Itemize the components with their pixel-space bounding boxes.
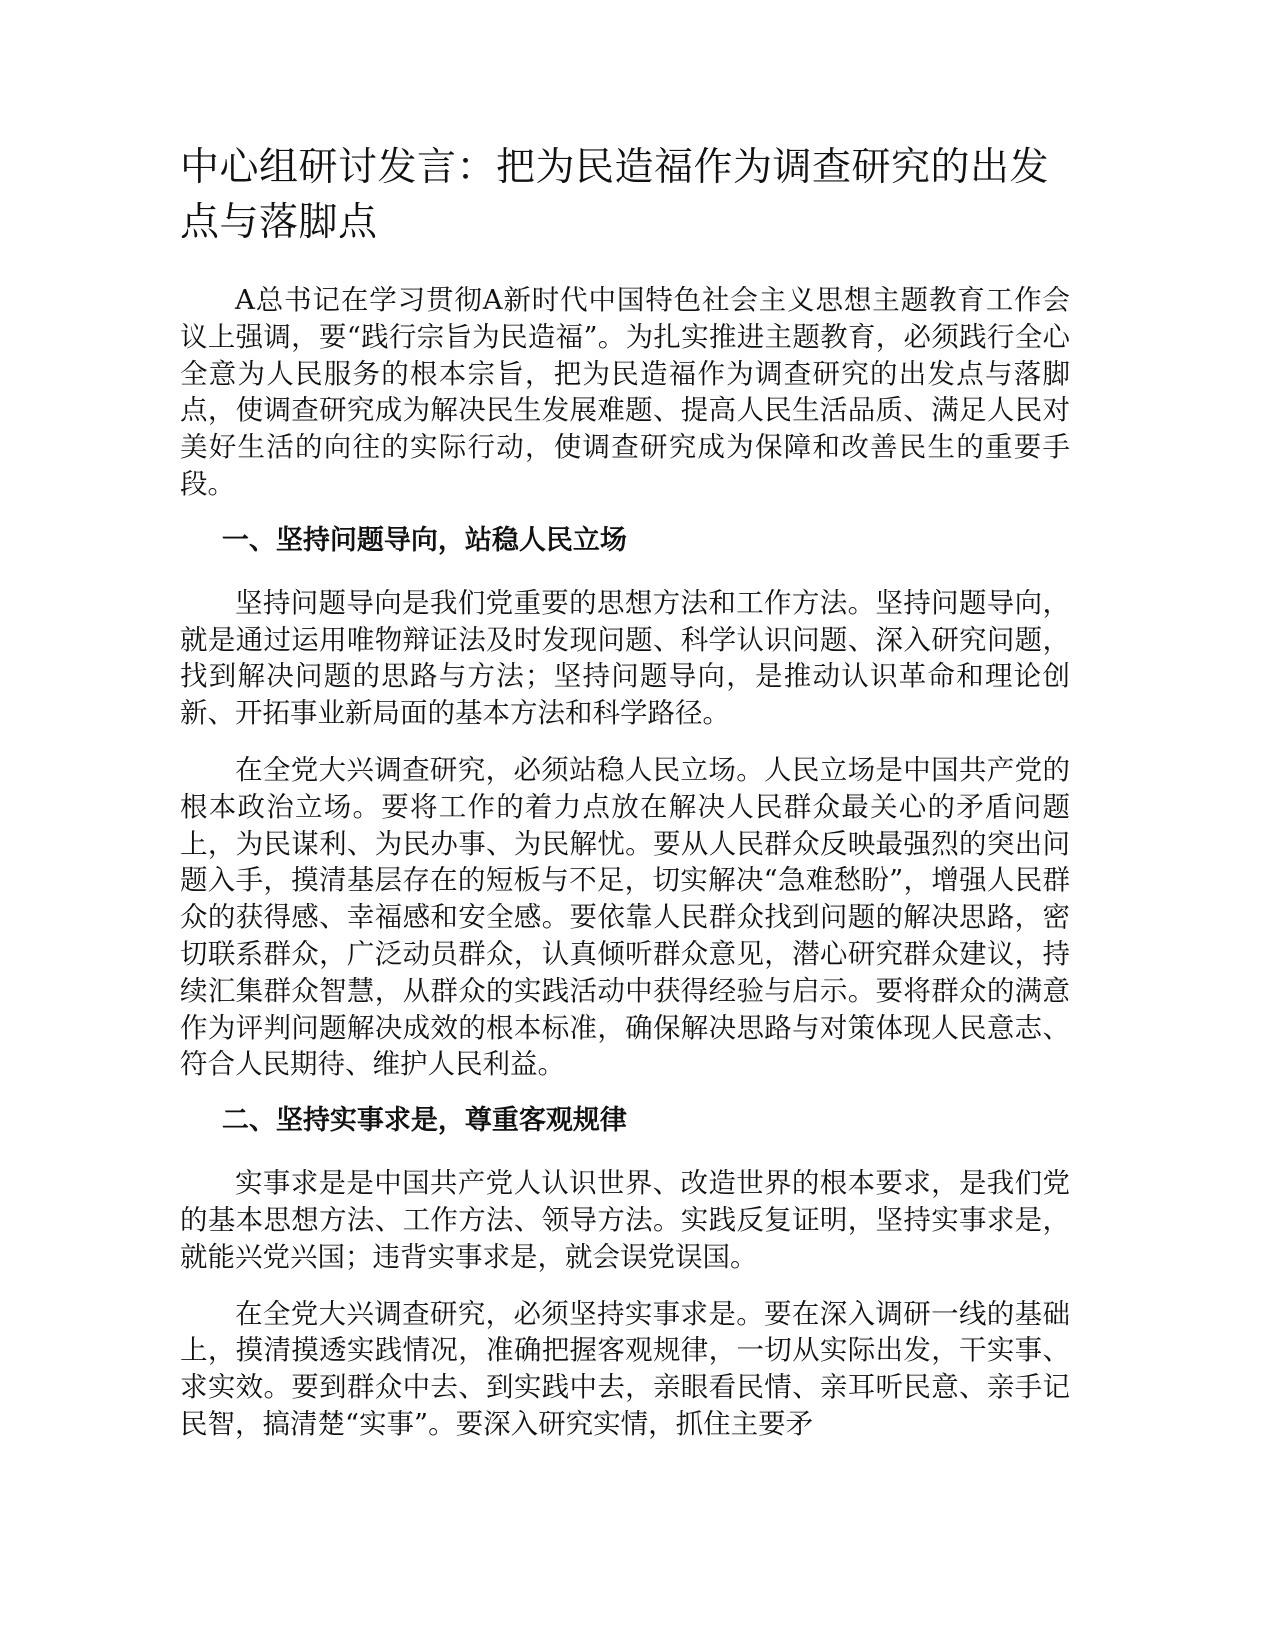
document-title: 中心组研讨发言：把为民造福作为调查研究的出发点与落脚点 <box>180 145 1050 245</box>
section-2 <box>180 1103 1070 1443</box>
section-paragraph: 实事求是是中国共产党人认识世界、改造世界的根本要求，是我们党的基本思想方法、工作方法、领导方法。实践反复证明，坚持实事求是，就能兴党兴国；违背实事求是，就会误党误国。 <box>180 1167 1070 1273</box>
section-paragraph: 坚持问题导向是我们党重要的思想方法和工作方法。坚持问题导向，就是通过运用唯物辩证法及时发现问题、科学认识问题、深入研究问题，找到解决问题的思路与方法；坚持问题导向，是推动认识革命和理论创新、开拓事业新局面的基本方法和科学路径。 <box>180 586 1070 730</box>
section-heading: 一、坚持问题导向，站稳人民立场 <box>221 524 627 556</box>
intro-paragraph: A总书记在学习贯彻A新时代中国特色社会主义思想主题教育工作会议上强调，要“践行宗旨为民造福”。为扎实推进主题教育，必须践行全心全意为人民服务的根本宗旨，把为民造福作为调查研究的出发点与落脚点，使调查研究成为解决民生发展难题、提高人民生活品质、满足人民对美好生活的向往的实际行动，使调查研究成为保障和改善民生的重要手段。 <box>180 284 1070 500</box>
section-paragraph: 在全党大兴调查研究，必须坚持实事求是。要在深入调研一线的基础上，摸清摸透实践情况，准确把握客观规律，一切从实际出发，干实事、求实效。要到群众中去、到实践中去，亲眼看民情、亲耳听民意、亲手记民智，搞清楚“实事”。要深入研究实情，抓住主要矛 <box>180 1297 1070 1440</box>
section-heading: 二、坚持实事求是，尊重客观规律 <box>221 1105 627 1137</box>
section-1 <box>180 523 1070 1083</box>
document-page <box>180 140 1070 1463</box>
section-paragraph: 在全党大兴调查研究，必须站稳人民立场。人民立场是中国共产党的根本政治立场。要将工作的着力点放在解决人民群众最关心的矛盾问题上，为民谋利、为民办事、为民解忧。要从人民群众反映最强烈的突出问题入手，摸清基层存在的短板与不足，切实解决“急难愁盼”，增强人民群众的获得感、幸福感和安全感。要依靠人民群众找到问题的解决思路，密切联系群众，广泛动员群众，认真倾听群众意见，潜心研究群众建议，持续汇集群众智慧，从群众的实践活动中获得经验与启示。要将群众的满意作为评判问题解决成效的根本标准，确保解决思路与对策体现人民意志、符合人民期待、维护人民利益。 <box>180 753 1070 1081</box>
